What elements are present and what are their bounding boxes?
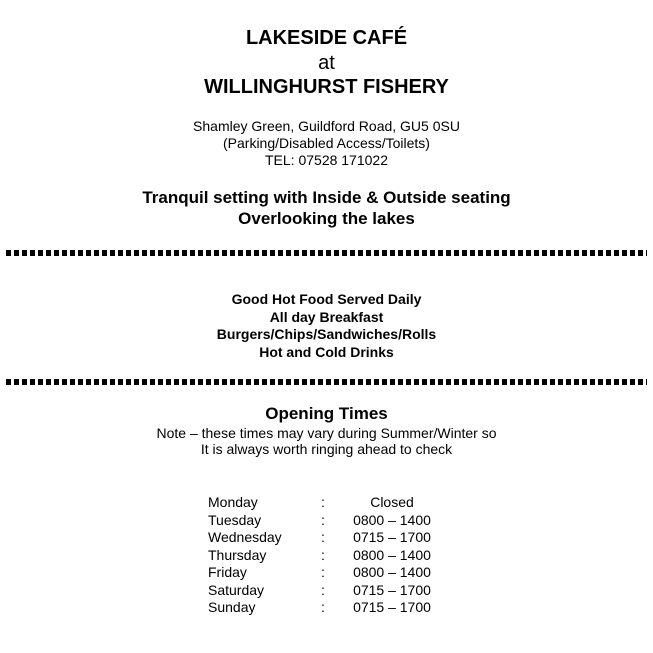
hours-separator: :	[321, 599, 325, 615]
day-label: Thursday	[208, 547, 267, 563]
hours-value: 0800 – 1400	[353, 564, 431, 580]
phone-number: TEL: 07528 171022	[265, 152, 388, 168]
day-label: Wednesday	[208, 529, 282, 545]
hours-value: 0800 – 1400	[353, 547, 431, 563]
hours-row-monday	[0, 494, 653, 512]
day-label: Tuesday	[208, 512, 262, 528]
tagline-line-1: Tranquil setting with Inside & Outside seating	[142, 188, 511, 207]
tagline-line-2: Overlooking the lakes	[238, 209, 415, 228]
opening-note-line-2: It is always worth ringing ahead to check	[200, 441, 453, 457]
day-label: Monday	[208, 494, 258, 510]
hours-row-friday	[0, 564, 653, 582]
hours-value: 0715 – 1700	[353, 599, 431, 615]
hours-row-sunday	[0, 599, 653, 617]
opening-times-heading: Opening Times	[265, 404, 388, 423]
cafe-name: LAKESIDE CAFÉ	[245, 27, 408, 49]
menu-item: Burgers/Chips/Sandwiches/Rolls	[216, 326, 437, 342]
hours-row-thursday	[0, 547, 653, 565]
hours-value: 0715 – 1700	[353, 529, 431, 545]
hours-separator: :	[321, 512, 325, 528]
hours-separator: :	[321, 529, 325, 545]
hours-separator: :	[321, 564, 325, 580]
hours-row-wednesday	[0, 529, 653, 547]
menu-item: Hot and Cold Drinks	[259, 344, 394, 360]
hours-row-tuesday	[0, 512, 653, 530]
hours-value: Closed	[370, 494, 414, 510]
title-connector: at	[318, 52, 335, 74]
hours-separator: :	[321, 494, 325, 510]
hours-row-saturday	[0, 582, 653, 600]
day-label: Friday	[208, 564, 247, 580]
hours-separator: :	[321, 582, 325, 598]
menu-item: All day Breakfast	[269, 309, 384, 325]
hours-value: 0715 – 1700	[353, 582, 431, 598]
dotted-divider	[6, 379, 647, 385]
menu-item: Good Hot Food Served Daily	[231, 291, 422, 307]
hours-separator: :	[321, 547, 325, 563]
hours-value: 0800 – 1400	[353, 512, 431, 528]
address-street: Shamley Green, Guildford Road, GU5 0SU	[193, 118, 460, 134]
day-label: Sunday	[208, 599, 256, 615]
day-label: Saturday	[208, 582, 265, 598]
address-facilities: (Parking/Disabled Access/Toilets)	[223, 135, 430, 151]
dotted-divider	[6, 250, 647, 256]
opening-note-line-1: Note – these times may vary during Summer/Winter so	[156, 425, 497, 441]
venue-name: WILLINGHURST FISHERY	[204, 76, 449, 98]
